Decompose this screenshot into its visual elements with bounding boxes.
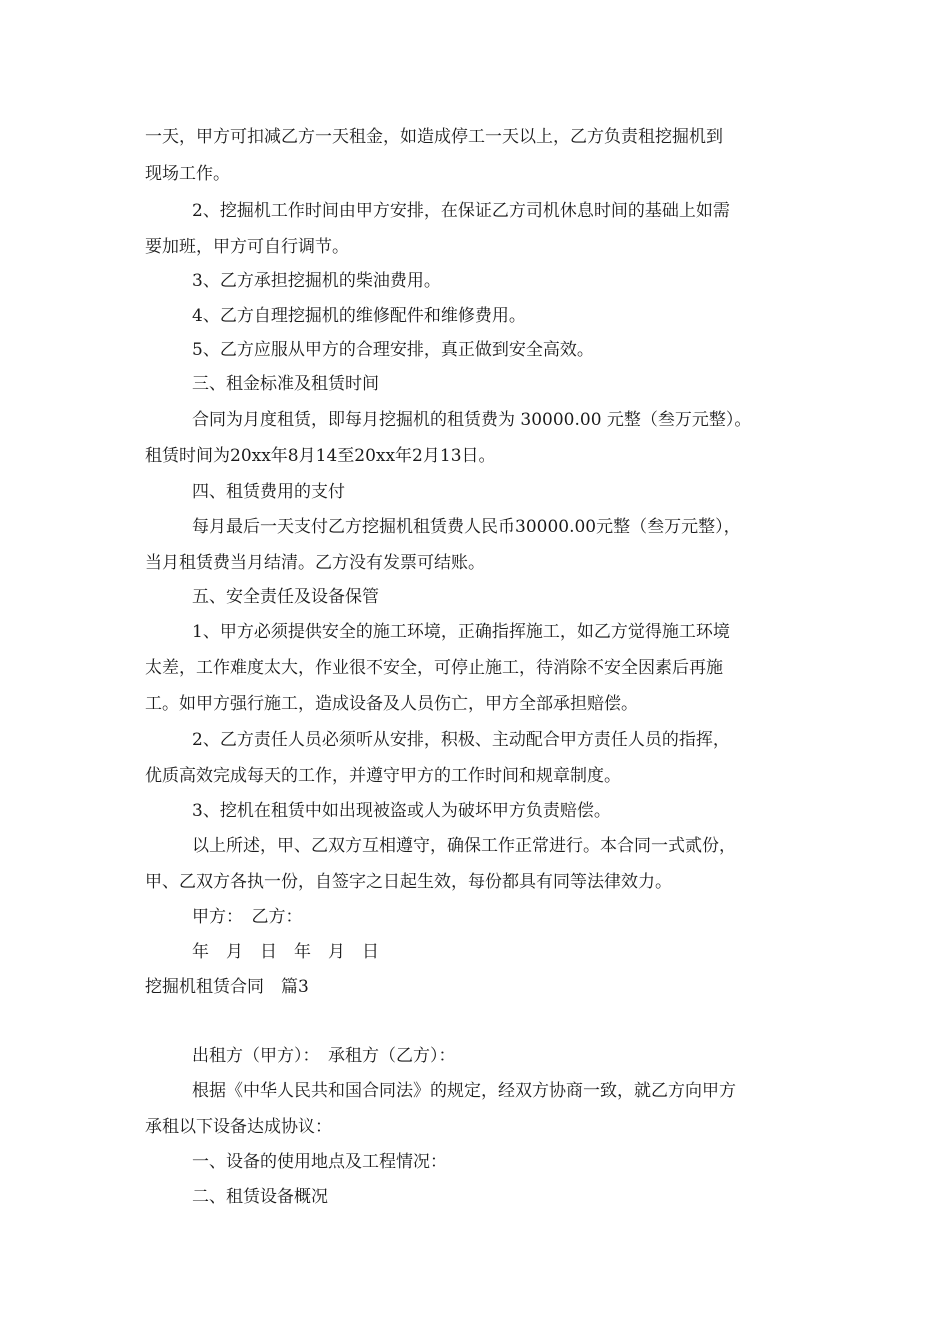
text-line: 5、乙方应服从甲方的合理安排，真正做到安全高效。 [192, 340, 594, 360]
text-line: 3、挖机在租赁中如出现被盗或人为破坏甲方负责赔偿。 [192, 801, 611, 821]
text-line: 3、乙方承担挖掘机的柴油费用。 [192, 271, 441, 291]
text-line: 2、挖掘机工作时间由甲方安排，在保证乙方司机休息时间的基础上如需 [192, 201, 730, 221]
signature-line: 甲方： 乙方： [192, 907, 303, 927]
text-line: 要加班，甲方可自行调节。 [145, 237, 349, 257]
text-line: 4、乙方自理挖掘机的维修配件和维修费用。 [192, 306, 526, 326]
text-line: 优质高效完成每天的工作，并遵守甲方的工作时间和规章制度。 [145, 766, 621, 786]
section-heading: 一、设备的使用地点及工程情况： [192, 1152, 447, 1172]
text-line: 租赁时间为20xx年8月14至20xx年2月13日。 [145, 446, 496, 466]
text-line: 现场工作。 [145, 164, 230, 184]
text-line: 1、甲方必须提供安全的施工环境，正确指挥施工，如乙方觉得施工环境 [192, 622, 730, 642]
section-heading: 四、租赁费用的支付 [192, 482, 345, 502]
date-line: 年 月 日 年 月 日 [192, 942, 379, 962]
text-line: 承租以下设备达成协议： [145, 1117, 332, 1137]
text-line: 以上所述，甲、乙双方互相遵守，确保工作正常进行。本合同一式贰份， [192, 836, 736, 856]
text-line: 根据《中华人民共和国合同法》的规定，经双方协商一致，就乙方向甲方 [192, 1081, 736, 1101]
text-line: 合同为月度租赁，即每月挖掘机的租赁费为 30000.00 元整（叁万元整）。 [192, 410, 752, 430]
text-line: 甲、乙双方各执一份，自签字之日起生效，每份都具有同等法律效力。 [145, 872, 672, 892]
text-line: 2、乙方责任人员必须听从安排，积极、主动配合甲方责任人员的指挥， [192, 730, 730, 750]
text-line: 工。如甲方强行施工，造成设备及人员伤亡，甲方全部承担赔偿。 [145, 694, 638, 714]
section-heading: 五、安全责任及设备保管 [192, 587, 379, 607]
text-line: 每月最后一天支付乙方挖掘机租赁费人民币30000.00元整（叁万元整）， [192, 517, 741, 537]
section-heading: 三、租金标准及租赁时间 [192, 374, 379, 394]
text-line: 当月租赁费当月结清。乙方没有发票可结账。 [145, 553, 485, 573]
document-title: 挖掘机租赁合同 篇3 [145, 977, 309, 997]
section-heading: 二、租赁设备概况 [192, 1187, 328, 1207]
text-line: 太差，工作难度太大，作业很不安全，可停止施工，待消除不安全因素后再施 [145, 658, 723, 678]
text-line: 一天，甲方可扣减乙方一天租金，如造成停工一天以上，乙方负责租挖掘机到 [145, 127, 723, 147]
parties-line: 出租方（甲方）： 承租方（乙方）： [192, 1046, 456, 1066]
